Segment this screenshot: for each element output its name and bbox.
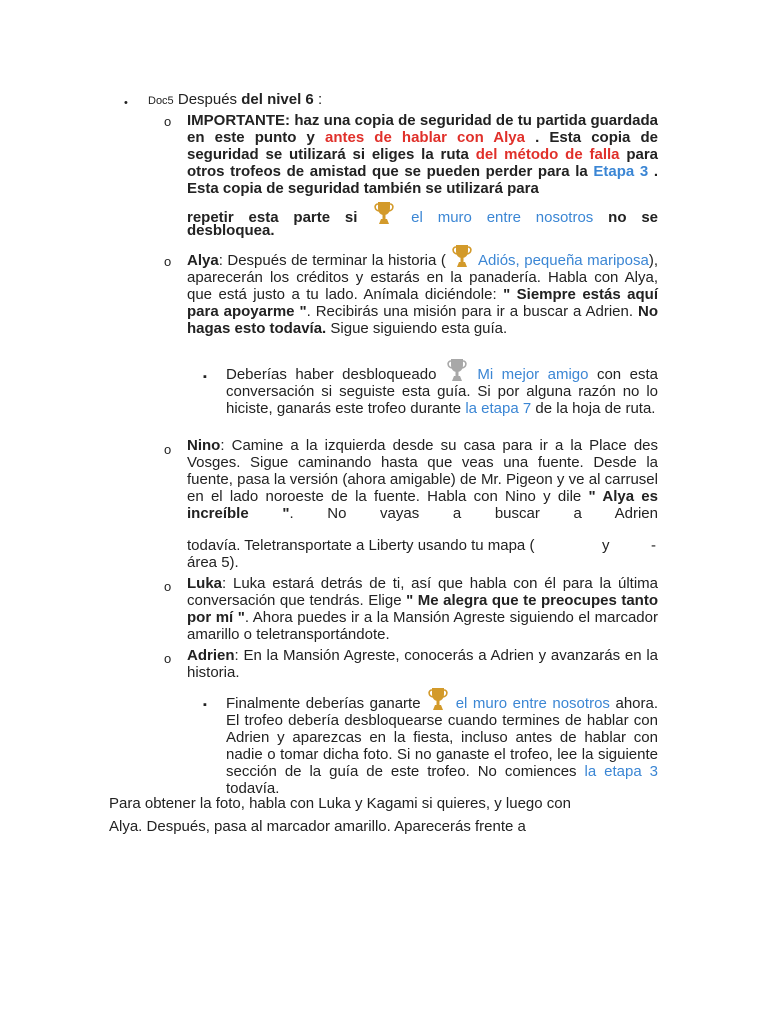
nino-line-area: área 5). <box>187 554 239 571</box>
important-line-6: desbloquea. <box>187 222 275 239</box>
luka-paragraph: Luka: Luka estará detrás de ti, así que habla con él para la última conversación que tendrás. Elige " Me alegra que te preocupes tanto por mí ". Ahora puedes ir a la Mansión Agreste siguiendo el marcador amarillo o teletransportándote. <box>187 575 659 643</box>
nino-paragraph: Nino: Camine a la izquierda desde su casa para ir a la Place des Vosges. Sigue caminando hasta que veas una fuente. Desde la fuente, pasa la versión (ahora amigable) de Mr. Pigeon y ve al carrusel en el lado noroeste de la fuente. Habla con Nino y dile " Alya es increíble ". No vayas a buscar a Adrien <box>187 437 658 522</box>
bullet-level2: o <box>164 651 172 666</box>
footer-line-2: Alya. Después, pasa al marcador amarillo. Aparecerás frente a <box>109 818 526 835</box>
bullet-level3: ▪ <box>203 699 207 711</box>
bullet-level1: • <box>124 97 128 109</box>
link-adios-pequena-mariposa[interactable]: Adiós, pequeña mariposa <box>478 252 649 269</box>
alya-sub-paragraph: Deberías haber desbloqueado Mi mejor amigo con esta conversación si seguiste esta guía. Si por alguna razón no lo hiciste, ganarás este trofeo durante la etapa 7 de la hoja de ruta. <box>226 357 658 417</box>
silver-trophy-icon <box>446 357 468 383</box>
footer-line-1: Para obtener la foto, habla con Luka y Kagami si quieres, y luego con <box>109 795 571 812</box>
bullet-level2: o <box>164 114 172 129</box>
bullet-level2: o <box>164 254 172 269</box>
doc-label: Doc5 <box>148 95 174 107</box>
gold-trophy-icon <box>451 243 473 269</box>
nino-line-teleport: todavía. Teletransportate a Liberty usando tu mapa ( y - <box>187 537 656 554</box>
important-line-5: repetir esta parte si el muro entre nosotros no se <box>187 200 658 226</box>
adrien-paragraph: Adrien: En la Mansión Agreste, conocerás a Adrien y avanzarás en la historia. <box>187 647 658 681</box>
link-el-muro-entre-nosotros[interactable]: el muro entre nosotros <box>455 695 610 712</box>
bullet-level2: o <box>164 579 172 594</box>
gold-trophy-icon <box>427 686 449 712</box>
item1-heading: Doc5 Después del nivel 6 : <box>148 91 323 108</box>
link-la-etapa-3[interactable]: la etapa 3 <box>584 763 659 780</box>
link-etapa-3[interactable]: Etapa 3 <box>593 163 649 180</box>
alya-paragraph: Alya: Después de terminar la historia ( Adiós, pequeña mariposa), aparecerán los créditos y estarás en la panadería. Habla con Alya, que está justo a tu lado. Anímala diciéndole: " Siempre estás aquí para apoyarme ". Recibirás una misión para ir a buscar a Adrien. No hagas esto todavía. Sigue siguiendo esta guía. <box>187 243 658 337</box>
bullet-level2: o <box>164 442 172 457</box>
link-mi-mejor-amigo[interactable]: Mi mejor amigo <box>477 366 589 383</box>
adrien-sub-paragraph: Finalmente deberías ganarte el muro entre nosotros ahora. El trofeo debería desbloquearse cuando termines de hablar con Adrien y aparezcas en la fiesta, incluso antes de hablar con nadie o tomar dicha foto. Si no ganaste el trofeo, lee la siguiente sección de la guía de este trofeo. No comiences la etapa 3 todavía. <box>226 686 658 797</box>
gold-trophy-icon <box>373 200 395 226</box>
link-la-etapa-7[interactable]: la etapa 7 <box>465 400 532 417</box>
important-paragraph: IMPORTANTE: haz una copia de seguridad de tu partida guardada en este punto y antes de hablar con Alya . Esta copia de seguridad se utilizará si eliges la ruta del método de falla para otros trofeos de amistad que se pueden perder para la Etapa 3 . Esta copia de seguridad también se utilizará para <box>187 112 659 197</box>
link-el-muro-entre-nosotros[interactable]: el muro entre nosotros <box>411 209 594 226</box>
bullet-level3: ▪ <box>203 371 207 383</box>
